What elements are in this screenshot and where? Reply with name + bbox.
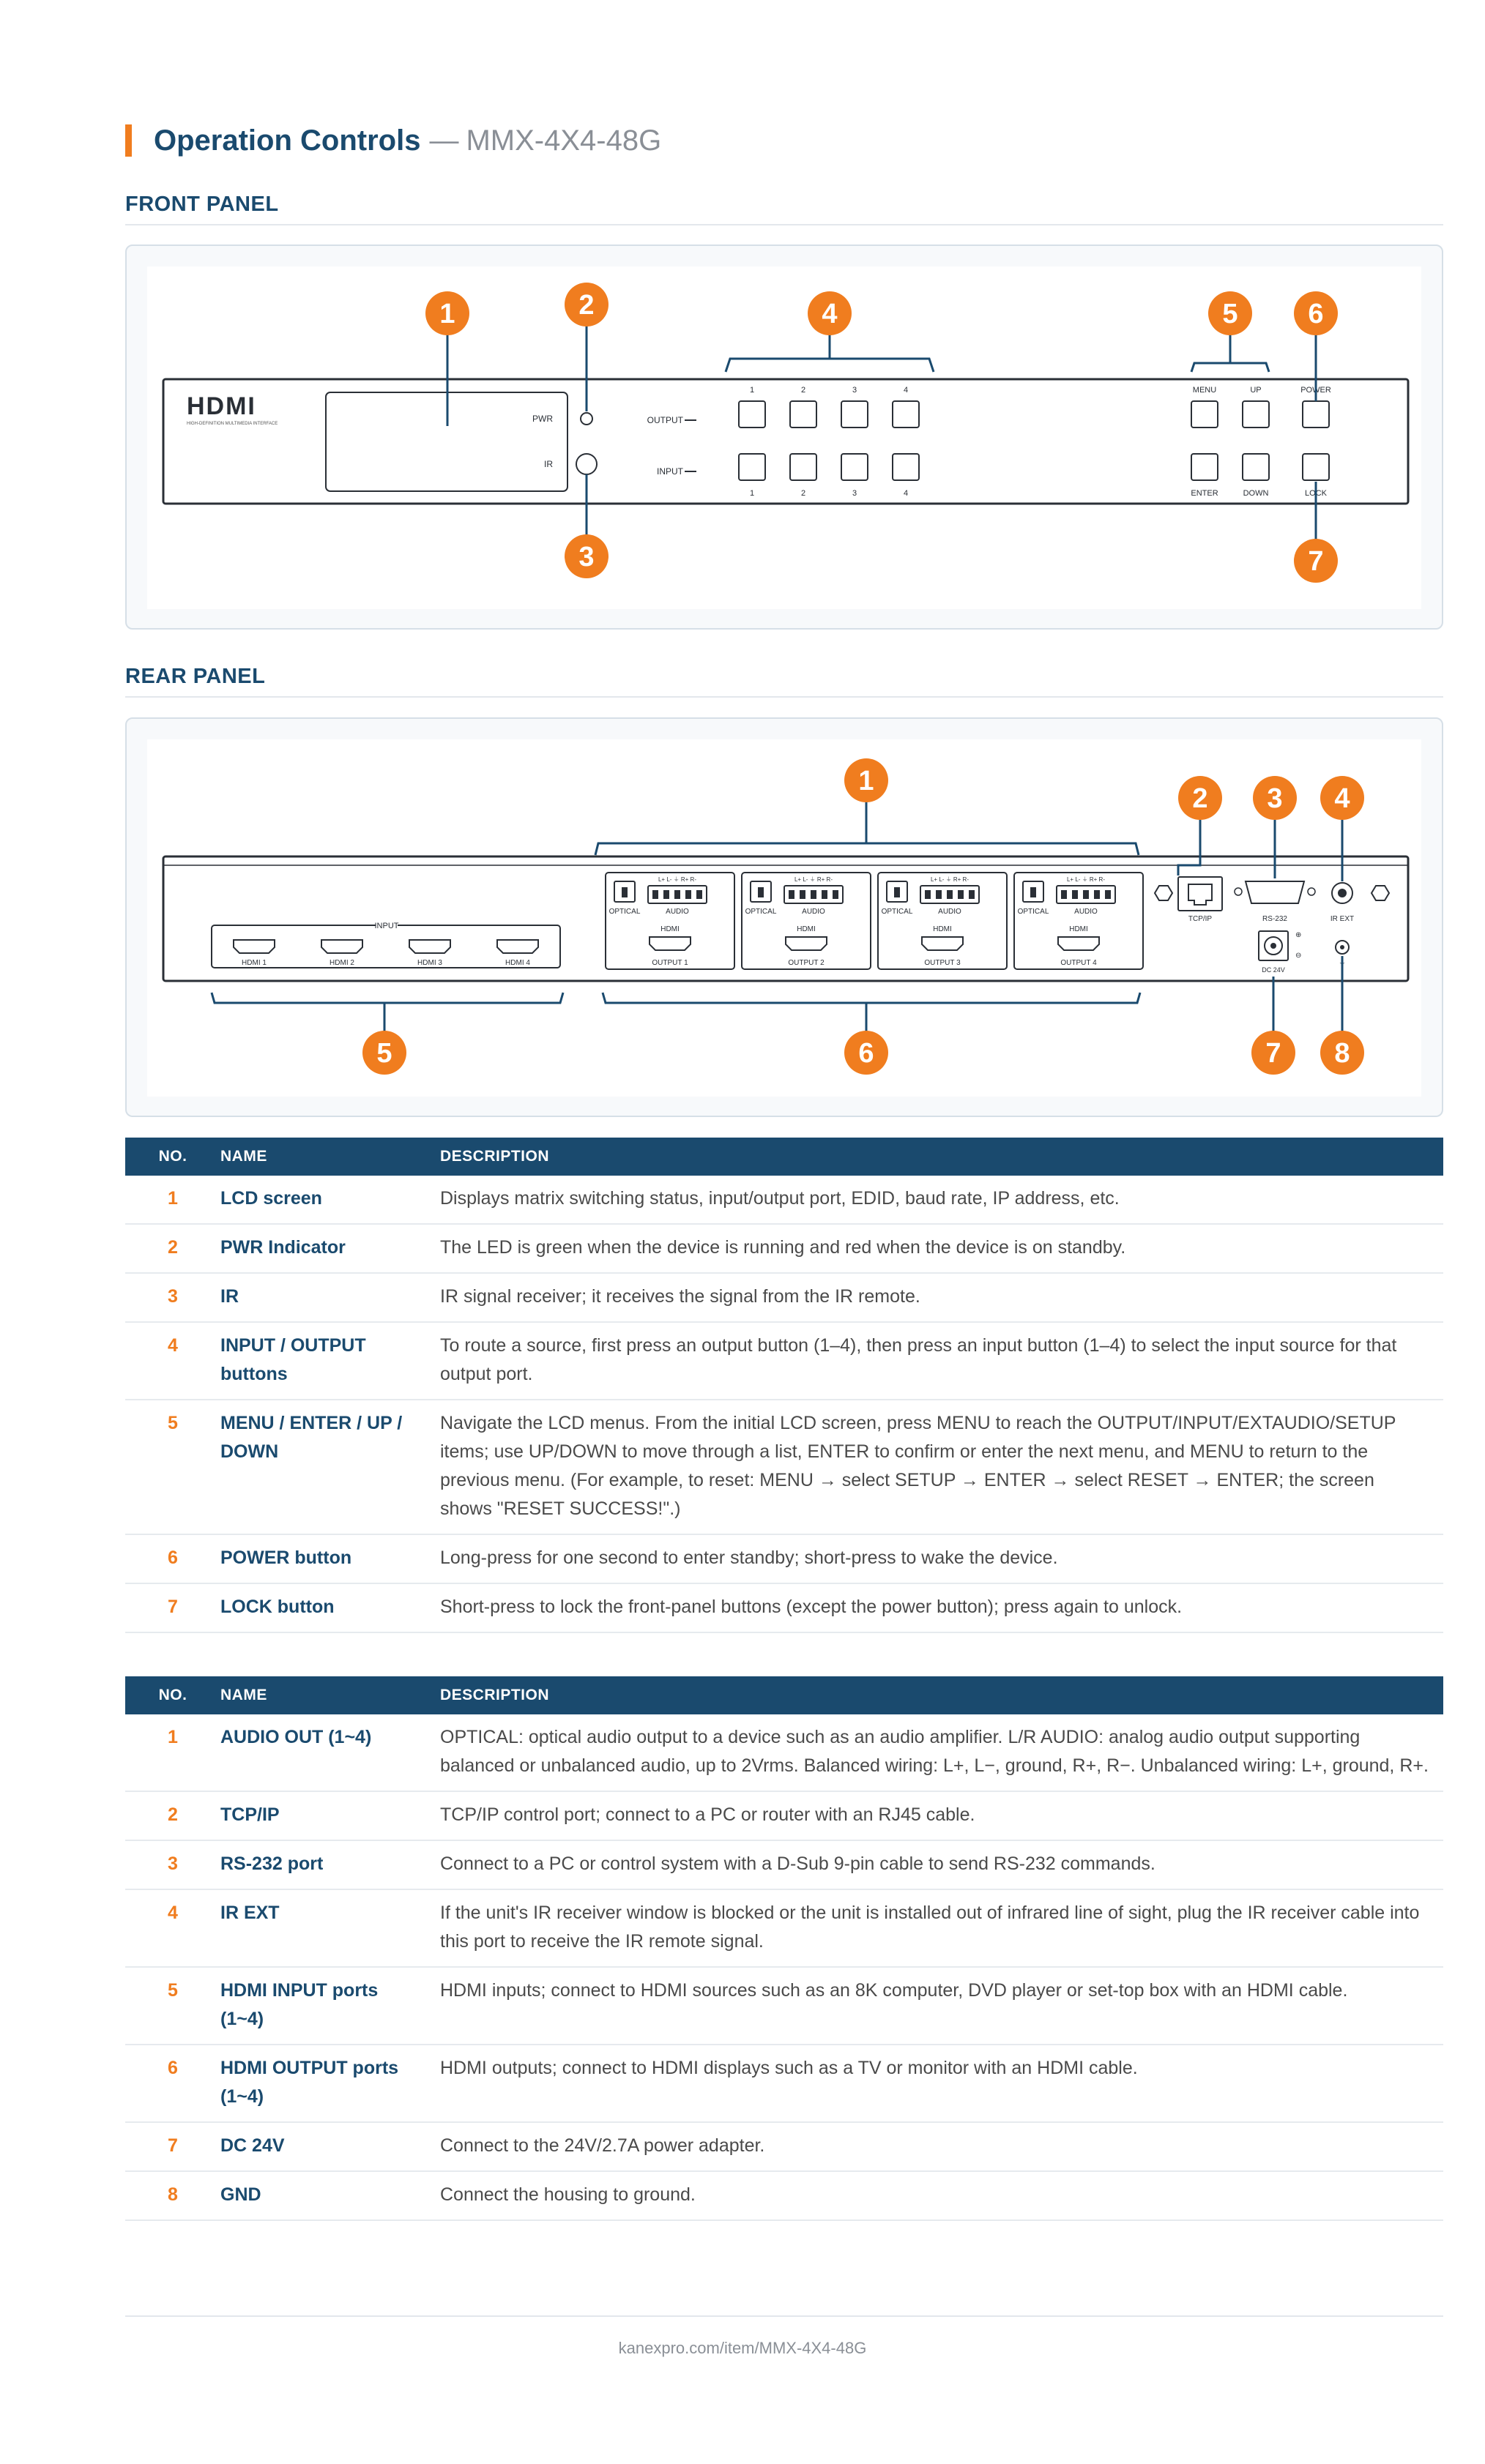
hdmi-input-label-4: HDMI 4 (505, 959, 530, 967)
header-description: DESCRIPTION (440, 1687, 550, 1703)
table-row (125, 1534, 1443, 1583)
header-name: NAME (220, 1687, 267, 1703)
input-button-1 (739, 454, 765, 480)
row-name: GND (220, 2171, 440, 2220)
row-description: The LED is green when the device is running and red when the device is on standby. (440, 1224, 1443, 1273)
output-button-4 (893, 401, 919, 428)
output-label-1: OUTPUT 1 (652, 959, 688, 967)
input-button-3 (841, 454, 868, 480)
row-number: 8 (125, 2171, 220, 2220)
input-number-1: 1 (749, 489, 755, 498)
hdmi-input-port-1-icon (234, 940, 275, 953)
svg-text:⊕: ⊕ (1295, 931, 1302, 939)
table-row (125, 2122, 1443, 2171)
row-description: Connect the housing to ground. (440, 2171, 1443, 2220)
footer-url[interactable]: kanexpro.com/item/MMX-4X4-48G (618, 2339, 867, 2357)
tcpip-label: TCP/IP (1188, 915, 1213, 923)
menu-label: MENU (1192, 386, 1217, 395)
output-row-label: OUTPUT (647, 415, 683, 425)
front-callout-7: 7 (1308, 546, 1324, 577)
output-button-2 (790, 401, 816, 428)
row-name: POWER button (220, 1534, 440, 1583)
hdmi-input-group-label: INPUT (374, 922, 399, 930)
input-number-4: 4 (903, 489, 909, 498)
row-name: RS-232 port (220, 1840, 440, 1889)
row-name: AUDIO OUT (1~4) (220, 1714, 440, 1791)
row-number: 1 (125, 1176, 220, 1224)
rj45-port-icon (1178, 877, 1222, 911)
rear-panel-table (125, 1676, 1443, 2221)
rear-callout-1: 1 (858, 766, 874, 796)
rear-panel-diagram (125, 717, 1443, 1117)
row-description: HDMI outputs; connect to HDMI displays such as a TV or monitor with an HDMI cable. (440, 2045, 1443, 2122)
hdmi-input-label-2: HDMI 2 (330, 959, 354, 967)
audio-pins-3: L+ L- ⏚ R+ R- (930, 876, 969, 883)
page-title (125, 124, 661, 157)
row-name: DC 24V (220, 2122, 440, 2171)
row-description: Short-press to lock the front-panel buttons (except the power button); press again to unlock. (440, 1583, 1443, 1632)
row-description: Connect to the 24V/2.7A power adapter. (440, 2122, 1443, 2171)
rear-callout-3: 3 (1267, 783, 1283, 814)
header-description: DESCRIPTION (440, 1148, 550, 1165)
front-panel-diagram (125, 244, 1443, 630)
dc-label: DC 24V (1262, 966, 1285, 974)
irext-label: IR EXT (1330, 915, 1355, 923)
table-row (125, 1791, 1443, 1840)
enter-button (1191, 454, 1218, 480)
enter-label: ENTER (1191, 489, 1218, 498)
row-number: 7 (125, 1583, 220, 1632)
row-description: Displays matrix switching status, input/output port, EDID, baud rate, IP address, etc. (440, 1176, 1443, 1224)
header-no: NO. (158, 1148, 187, 1165)
title-main: Operation Controls (154, 124, 421, 157)
row-number: 5 (125, 1400, 220, 1534)
hdmi-label-2: HDMI (797, 925, 816, 933)
row-number: 6 (125, 2045, 220, 2122)
title-accent-bar (125, 124, 132, 157)
hdmi-label-4: HDMI (1069, 925, 1088, 933)
lock-button (1303, 454, 1329, 480)
output-number-2: 2 (800, 386, 806, 395)
rear-callout-5: 5 (376, 1038, 392, 1069)
audio-pins-4: L+ L- ⏚ R+ R- (1066, 876, 1106, 883)
front-panel-heading: FRONT PANEL (125, 193, 1443, 225)
header-no: NO. (158, 1687, 187, 1703)
table-row (125, 1840, 1443, 1889)
front-callout-4: 4 (822, 299, 838, 329)
row-description: OPTICAL: optical audio output to a device such as an audio amplifier. L/R AUDIO: analog audio output supporting balanced or unbalanced audio, up to 2Vrms. Balanced wiring: L+, L−, ground, R+, R−. Unbalanced wiring: L+, ground, R+. (440, 1714, 1443, 1791)
front-callout-2: 2 (578, 290, 595, 321)
title-model: MMX-4X4-48G (466, 124, 662, 157)
input-row-label: INPUT (657, 466, 683, 477)
rear-callout-2: 2 (1192, 783, 1208, 814)
audio-label-1: AUDIO (666, 908, 689, 916)
output-label-4: OUTPUT 4 (1060, 959, 1097, 967)
audio-label-4: AUDIO (1074, 908, 1098, 916)
rear-callout-6: 6 (858, 1038, 874, 1069)
table-row (125, 1322, 1443, 1400)
row-description: To route a source, first press an output button (1–4), then press an input button (1–4) to select the input source for that output port. (440, 1322, 1443, 1400)
audio-pins-2: L+ L- ⏚ R+ R- (794, 876, 833, 883)
hdmi-label-1: HDMI (660, 925, 680, 933)
svg-text:⊖: ⊖ (1295, 952, 1302, 960)
hdmi-input-port-2-icon (321, 940, 362, 953)
front-callout-5: 5 (1222, 299, 1238, 329)
row-name: LOCK button (220, 1583, 440, 1632)
table-row (125, 2045, 1443, 2122)
row-description: Long-press for one second to enter standby; short-press to wake the device. (440, 1534, 1443, 1583)
table-row (125, 1967, 1443, 2045)
rear-callout-7: 7 (1265, 1038, 1281, 1069)
table-row (125, 1889, 1443, 1967)
table-row (125, 1176, 1443, 1224)
output-number-3: 3 (852, 386, 857, 395)
lock-label: LOCK (1305, 489, 1327, 498)
output-button-1 (739, 401, 765, 428)
optical-label-3: OPTICAL (881, 908, 913, 916)
input-button-2 (790, 454, 816, 480)
row-number: 3 (125, 1840, 220, 1889)
hdmi-logo-sub: HIGH-DEFINITION MULTIMEDIA INTERFACE (187, 422, 278, 426)
hdmi-output-port-4-icon (1058, 937, 1099, 950)
row-number: 3 (125, 1273, 220, 1322)
row-name: LCD screen (220, 1176, 440, 1224)
title-separator: — (429, 124, 459, 157)
table-row (125, 1714, 1443, 1791)
table-header-row (125, 1676, 1443, 1714)
hdmi-input-label-3: HDMI 3 (417, 959, 442, 967)
row-number: 7 (125, 2122, 220, 2171)
output-label-3: OUTPUT 3 (924, 959, 961, 967)
front-callout-3: 3 (578, 542, 595, 572)
row-name: IR (220, 1273, 440, 1322)
input-number-2: 2 (800, 489, 806, 498)
row-description: TCP/IP control port; connect to a PC or router with an RJ45 cable. (440, 1791, 1443, 1840)
row-description: Navigate the LCD menus. From the initial LCD screen, press MENU to reach the OUTPUT/INPUT/EXTAUDIO/SETUP items; use UP/DOWN to move through a list, ENTER to confirm or enter the next menu, and MENU to return to the previous menu. (For example, to reset: MENU → select SETUP → ENTER → select RESET → ENTER; the screen shows "RESET SUCCESS!".) (440, 1400, 1443, 1534)
rear-callout-8: 8 (1334, 1038, 1350, 1069)
rear-panel-heading: REAR PANEL (125, 665, 1443, 698)
audio-label-3: AUDIO (938, 908, 961, 916)
screw-left-icon (1155, 886, 1172, 900)
hdmi-output-port-2-icon (786, 937, 827, 950)
front-callout-6: 6 (1308, 299, 1324, 329)
row-number: 4 (125, 1322, 220, 1400)
row-name: HDMI INPUT ports (1~4) (220, 1967, 440, 2045)
power-label: POWER (1300, 386, 1331, 395)
row-description: Connect to a PC or control system with a D-Sub 9-pin cable to send RS-232 commands. (440, 1840, 1443, 1889)
row-number: 2 (125, 1791, 220, 1840)
row-number: 1 (125, 1714, 220, 1791)
power-button (1303, 401, 1329, 428)
hdmi-input-label-1: HDMI 1 (242, 959, 267, 967)
output-label-2: OUTPUT 2 (788, 959, 825, 967)
down-button (1243, 454, 1269, 480)
front-panel-table (125, 1138, 1443, 1633)
up-label: UP (1250, 386, 1262, 395)
row-name: HDMI OUTPUT ports (1~4) (220, 2045, 440, 2122)
row-name: INPUT / OUTPUT buttons (220, 1322, 440, 1400)
table-row (125, 1583, 1443, 1632)
output-button-3 (841, 401, 868, 428)
row-name: MENU / ENTER / UP / DOWN (220, 1400, 440, 1534)
pwr-led-icon (581, 413, 592, 425)
row-description: If the unit's IR receiver window is blocked or the unit is installed out of infrared line of sight, plug the IR receiver cable into this port to receive the IR remote signal. (440, 1889, 1443, 1967)
optical-label-2: OPTICAL (745, 908, 777, 916)
row-name: PWR Indicator (220, 1224, 440, 1273)
row-name: IR EXT (220, 1889, 440, 1967)
audio-pins-1: L+ L- ⏚ R+ R- (658, 876, 697, 883)
footer-divider (125, 2315, 1443, 2317)
menu-button (1191, 401, 1218, 428)
rs232-label: RS-232 (1262, 915, 1287, 923)
row-number: 4 (125, 1889, 220, 1967)
rear-callout-4: 4 (1334, 783, 1350, 814)
optical-label-4: OPTICAL (1017, 908, 1049, 916)
hdmi-input-port-3-icon (409, 940, 450, 953)
row-description: HDMI inputs; connect to HDMI sources such as an 8K computer, DVD player or set-top box with an HDMI cable. (440, 1967, 1443, 2045)
row-description: IR signal receiver; it receives the signal from the IR remote. (440, 1273, 1443, 1322)
table-row (125, 1273, 1443, 1322)
ir-window-icon (576, 454, 597, 474)
optical-label-1: OPTICAL (608, 908, 641, 916)
hdmi-input-port-4-icon (497, 940, 538, 953)
row-name: TCP/IP (220, 1791, 440, 1840)
front-callout-1: 1 (439, 299, 455, 329)
header-name: NAME (220, 1148, 267, 1165)
hdmi-label-3: HDMI (933, 925, 952, 933)
up-button (1243, 401, 1269, 428)
gnd-symbol-icon: ⏚ (1339, 959, 1346, 967)
input-number-3: 3 (852, 489, 857, 498)
table-row (125, 2171, 1443, 2220)
down-label: DOWN (1243, 489, 1269, 498)
table-header-row (125, 1138, 1443, 1176)
output-number-4: 4 (903, 386, 909, 395)
row-number: 6 (125, 1534, 220, 1583)
row-number: 5 (125, 1967, 220, 2045)
table-row (125, 1400, 1443, 1534)
rs232-port-icon (1246, 881, 1304, 903)
hdmi-output-port-1-icon (650, 937, 691, 950)
table-row (125, 1224, 1443, 1273)
ir-label: IR (544, 459, 553, 469)
row-number: 2 (125, 1224, 220, 1273)
pwr-label: PWR (532, 414, 553, 424)
screw-right-icon (1372, 886, 1389, 900)
output-number-1: 1 (749, 386, 755, 395)
audio-label-2: AUDIO (802, 908, 825, 916)
hdmi-output-port-3-icon (922, 937, 963, 950)
input-button-4 (893, 454, 919, 480)
hdmi-logo: HDMI (187, 392, 256, 420)
